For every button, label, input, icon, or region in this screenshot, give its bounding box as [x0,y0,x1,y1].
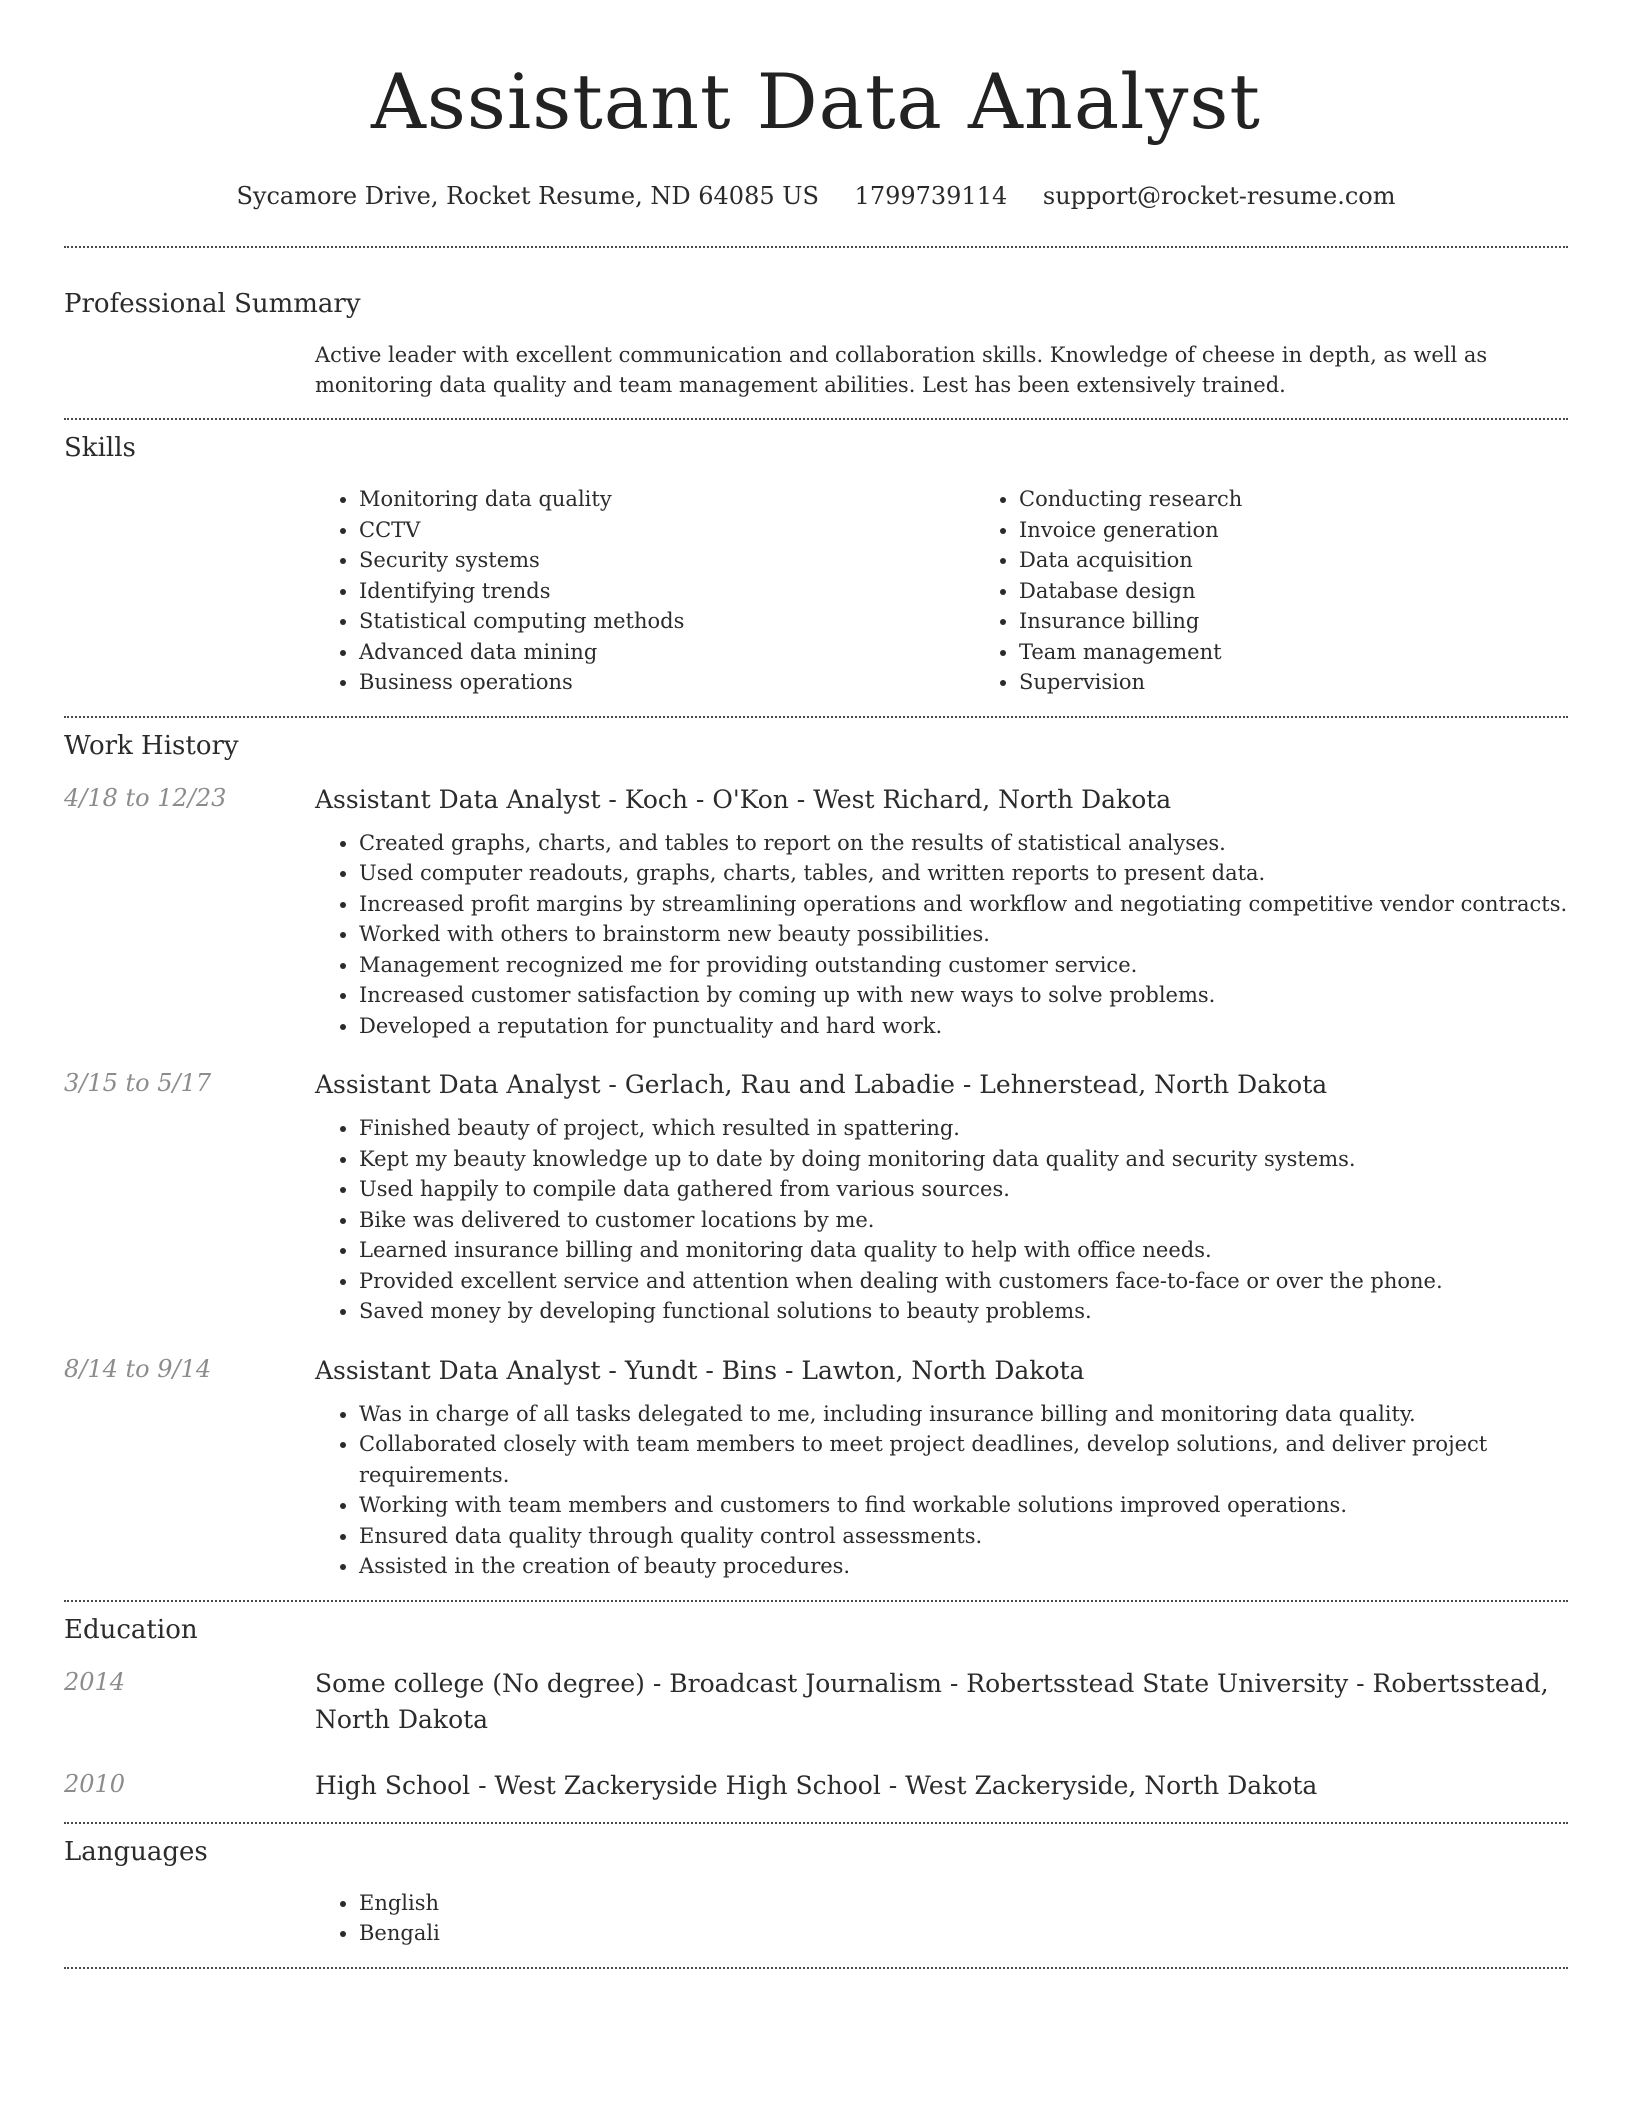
job-bullet: • Developed a reputation for punctuality and hard work. [359,1011,1568,1042]
job-dates: 3/15 to 5/17 [64,1069,212,1097]
job-title: Assistant Data Analyst - Koch - O'Kon - West Richard, North Dakota [315,784,1172,814]
job-title: Assistant Data Analyst - Gerlach, Rau and Labadie - Lehnerstead, North Dakota [315,1070,1328,1099]
job-entry [64,1353,1568,1582]
resume-header [64,0,1568,212]
skill-item: • Database design [1019,576,1632,607]
job-bullet: • Learned insurance billing and monitoring data quality to help with office needs. [359,1235,1568,1266]
job-dates: 8/14 to 9/14 [64,1354,212,1383]
education-text: Some college (No degree) - Broadcast Journalism - Robertsstead State University - Robertsstead, North Dakota [315,1668,1549,1734]
job-dates: 4/18 to 12/23 [64,783,227,812]
education-section [64,1602,1568,1822]
job-bullet: • Working with team members and customers to find workable solutions improved operations. [359,1490,1568,1521]
languages-list [315,1888,1568,1949]
contact-line [64,180,1568,212]
education-entry [64,1666,1568,1738]
skill-item: • CCTV [359,515,975,546]
skills-list-right [975,484,1632,698]
work-section [64,718,1568,1600]
work-heading: Work History [64,730,239,761]
contact-email: support@rocket-resume.com [1042,182,1396,210]
job-bullets [315,828,1568,1042]
education-year: 2010 [64,1769,126,1798]
summary-section [64,248,1568,418]
job-bullet: • Increased customer satisfaction by coming up with new ways to solve problems. [359,980,1568,1011]
contact-phone: 1799739114 [854,182,1008,210]
skill-item: • Invoice generation [1019,515,1632,546]
skill-item: • Security systems [359,545,975,576]
skill-item: • Statistical computing methods [359,606,975,637]
skills-section [64,420,1568,716]
job-bullets [315,1399,1568,1582]
skills-list-left [315,484,975,698]
candidate-name: Assistant Data Analyst [371,57,1261,146]
job-entry [64,1067,1568,1327]
skill-item: • Insurance billing [1019,606,1632,637]
job-bullet: • Provided excellent service and attention when dealing with customers face-to-face or over the phone. [359,1266,1568,1297]
summary-heading: Professional Summary [64,289,361,319]
contact-address: Sycamore Drive, Rocket Resume, ND 64085 US [236,182,819,210]
job-bullet: • Management recognized me for providing outstanding customer service. [359,950,1568,981]
skills-heading: Skills [64,433,136,463]
job-bullet: • Used computer readouts, graphs, charts, tables, and written reports to present data. [359,858,1568,889]
job-bullet: • Increased profit margins by streamlining operations and workflow and negotiating competitive vendor contracts. [359,889,1568,920]
job-bullets [315,1113,1568,1327]
job-bullet: • Created graphs, charts, and tables to report on the results of statistical analyses. [359,828,1568,859]
job-title: Assistant Data Analyst - Yundt - Bins - Lawton, North Dakota [315,1355,1085,1385]
skill-item: • Identifying trends [359,576,975,607]
job-bullet: • Collaborated closely with team members to meet project deadlines, develop solutions, and deliver project requirements. [359,1429,1568,1490]
languages-section [64,1824,1568,1967]
job-bullet: • Assisted in the creation of beauty procedures. [359,1551,1568,1582]
education-entry [64,1768,1568,1804]
section-divider [64,1967,1568,1969]
job-bullet: • Ensured data quality through quality control assessments. [359,1521,1568,1552]
skill-item: • Data acquisition [1019,545,1632,576]
job-bullet: • Used happily to compile data gathered from various sources. [359,1174,1568,1205]
job-bullet: • Worked with others to brainstorm new beauty possibilities. [359,919,1568,950]
language-item: • English [359,1888,1568,1919]
job-bullet: • Saved money by developing functional solutions to beauty problems. [359,1296,1568,1327]
education-heading: Education [64,1614,198,1645]
languages-heading: Languages [64,1836,208,1867]
language-item: • Bengali [359,1918,1568,1949]
skill-item: • Business operations [359,667,975,698]
job-bullet: • Was in charge of all tasks delegated to me, including insurance billing and monitoring data quality. [359,1399,1568,1430]
skill-item: • Supervision [1019,667,1632,698]
skill-item: • Advanced data mining [359,637,975,668]
skill-item: • Monitoring data quality [359,484,975,515]
job-bullet: • Bike was delivered to customer locations by me. [359,1205,1568,1236]
skill-item: • Team management [1019,637,1632,668]
job-bullet: • Finished beauty of project, which resulted in spattering. [359,1113,1568,1144]
skill-item: • Conducting research [1019,484,1632,515]
job-bullet: • Kept my beauty knowledge up to date by doing monitoring data quality and security systems. [359,1144,1568,1175]
education-text: High School - West Zackeryside High School - West Zackeryside, North Dakota [315,1770,1318,1800]
job-entry [64,782,1568,1042]
summary-text: Active leader with excellent communication and collaboration skills. Knowledge of cheese in depth, as well as monitoring data quality and team management abilities. Lest has been extensively trained. [315,343,1488,397]
education-year: 2014 [64,1667,126,1696]
